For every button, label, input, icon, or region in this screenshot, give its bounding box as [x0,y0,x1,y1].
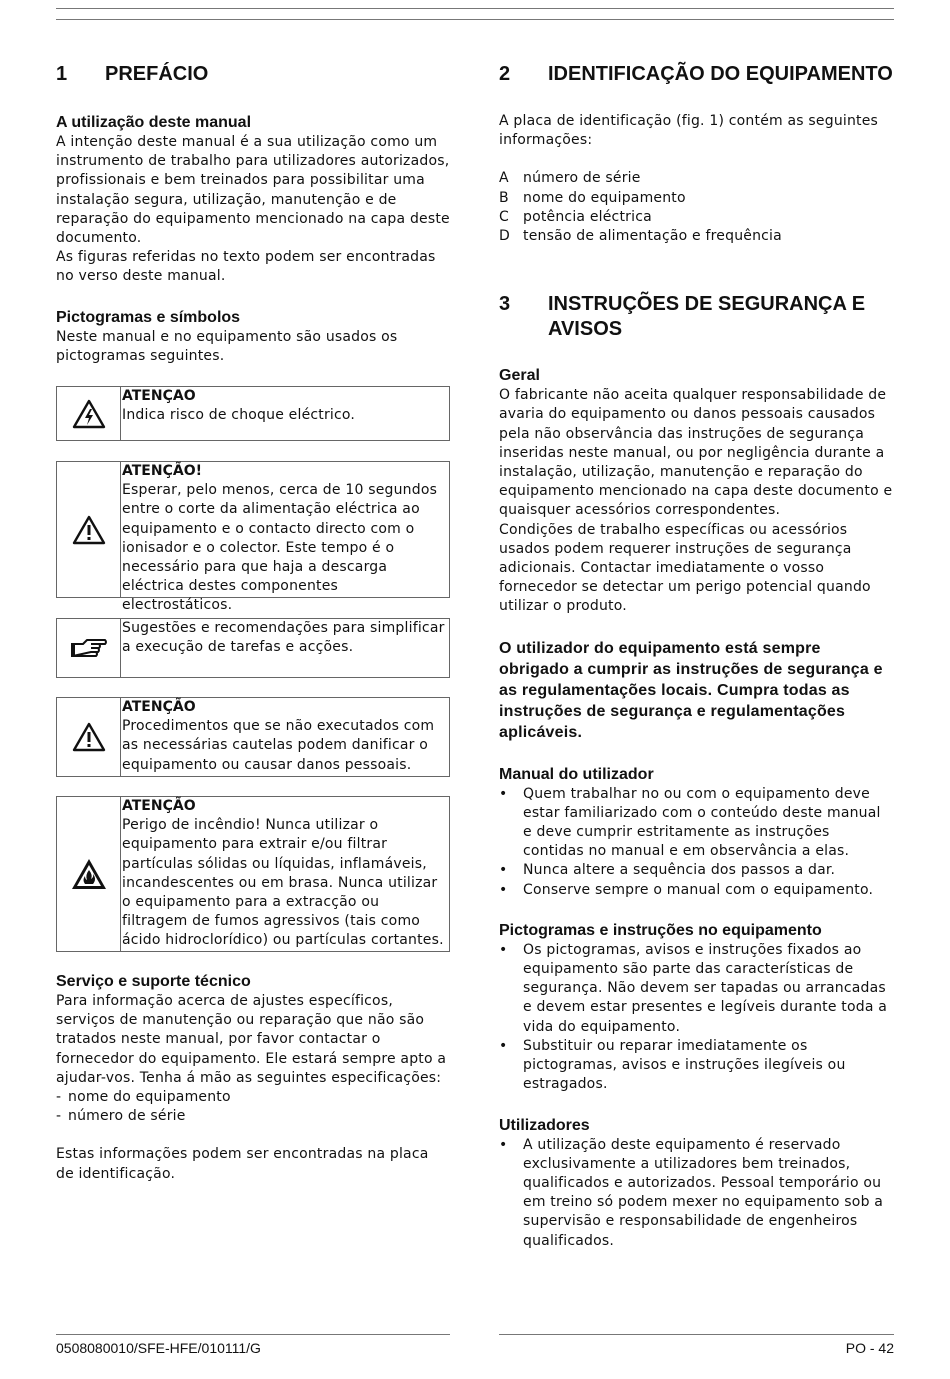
general-paragraph-1: O fabricante não aceita qualquer responsabilidade de avaria do equipamento ou danos pessoais causados pela não observância das instruções de segurança inseridas neste manual, ou por negligência durante a instalação, utilização, manutenção e reparação do equipamento mencionado na capa deste documento e quaisquer acessórios correspondentes. [499,387,893,519]
list-item: • Quem trabalhar no ou com o equipamento deve estar familiarizado com o conteúdo deste manual e deve cumprir estritamente as instruções contidas no manual e em observância a elas. [499,785,881,860]
list-item: • Os pictogramas, avisos e instruções fixados ao equipamento são parte das características de segurança. Não devem ser tapadas ou arrancadas e devem estar presentes e legíveis durante toda a vida do equipamento. [499,941,888,1035]
notice-heading: ATENÇÃO! [122,463,202,480]
user-manual-heading: Manual do utilizador [499,765,654,783]
notice-box-caution [56,697,450,777]
identification-paragraph: A placa de identificação (fig. 1) contém as seguintes informações: [499,113,879,149]
notice-box-discharge [56,461,450,614]
list-item: • A utilização deste equipamento é reservado exclusivamente a utilizadores bem treinados, qualificados e autorizados. Pessoal temporário ou em treino só podem mexer no equipamento sob a supervisão e responsabilidade de engenheiros qualificados. [499,1136,884,1249]
left-column [56,62,450,1184]
notice-text: Sugestões e recomendações para simplificar a execução de tarefas e acções. [122,620,445,656]
list-item: - nome do equipamento [56,1089,231,1106]
fire-hazard-icon [57,797,121,951]
section-2-title: 2 IDENTIFICAÇÃO DO EQUIPAMENTO [499,63,893,85]
pointing-hand-icon [57,619,121,677]
electric-shock-warning-icon [57,387,121,440]
use-paragraph-2: As figuras referidas no texto podem ser encontradas no verso deste manual. [56,249,436,285]
footer-rule-left [56,1334,450,1335]
identification-list [499,169,894,246]
list-item: B nome do equipamento [499,189,686,206]
notice-text: Perigo de incêndio! Nunca utilizar o equipamento para extrair e/ou filtrar partículas sólidas ou líquidas, inflamáveis, incandescentes ou em brasa. Nunca utilizar o equipamento para a extracção ou filtragem de fumos agressivos (tais como ácido hidroclorídico) ou partículas cortantes. [122,817,444,949]
service-spec-list [56,1088,450,1126]
list-item: • Substituir ou reparar imediatamente os pictogramas, avisos e instruções ilegíveis ou estragados. [499,1037,846,1093]
use-heading: A utilização deste manual [56,114,252,131]
right-column [499,62,894,1251]
notice-text: Procedimentos que se não executados com as necessárias cautelas podem danificar o equipamento ou causar danos pessoais. [122,718,435,773]
general-paragraph-2: Condições de trabalho específicas ou acessórios usados podem requerer instruções de segurança adicionais. Contactar imediatamente o vosso fornecedor se detectar um perigo potencial quando utilizar o produto. [499,521,871,615]
equipment-pictograms-heading: Pictogramas e instruções no equipamento [499,921,822,939]
notice-box-fire [56,796,450,952]
notice-heading: ATENÇÃO [122,699,196,716]
notice-heading: ATENÇAO [122,388,196,405]
section-3-title: 3 INSTRUÇÕES DE SEGURANÇA E AVISOS [499,293,866,341]
header-rule-top [56,8,894,9]
list-item: • Nunca altere a sequência dos passos a dar. [499,862,836,879]
pictograms-heading: Pictogramas e símbolos [56,308,241,326]
service-paragraph-2: Estas informações podem ser encontradas na placa de identificação. [56,1146,429,1182]
document-code: 0508080010/SFE-HFE/010111/G [56,1340,261,1356]
service-heading: Serviço e suporte técnico [56,973,251,991]
section-1-title: 1 PREFÁCIO [56,63,209,85]
footer-rule-right [499,1334,894,1335]
page-number: PO - 42 [845,1340,894,1356]
notice-heading: ATENÇÃO [122,798,196,815]
obligation-statement: O utilizador do equipamento está sempre obrigado a cumprir as instruções de segurança e as regulamentações locais. Cumpra todas as instruções de segurança e regulamentações aplicáveis. [499,639,883,741]
notice-box-electric [56,386,450,441]
user-manual-list [499,785,894,900]
notice-text: Esperar, pelo menos, cerca de 10 segundos entre o corte da alimentação eléctrica ao equipamento e o contacto directo com o ionisador e o colector. Este tempo é o necessário para que haja a descarga eléctrica destes componentes electrostáticos. [122,482,438,614]
notice-text: Indica risco de choque eléctrico. [122,407,356,424]
pictograms-paragraph: Neste manual e no equipamento são usados os pictogramas seguintes. [56,328,398,364]
general-heading: Geral [499,367,540,385]
list-item: D tensão de alimentação e frequência [499,228,782,245]
users-heading: Utilizadores [499,1116,590,1134]
warning-triangle-icon [57,462,121,597]
header-rule-bottom [56,19,894,20]
service-paragraph: Para informação acerca de ajustes específicos, serviços de manutenção ou reparação que não são tratados neste manual, por favor contactar o fornecedor do equipamento. Ele estará sempre apto a ajudar-vos. Tenha á mão as seguintes especificações: [56,993,447,1086]
users-list [499,1136,894,1251]
notice-box-tips [56,618,450,678]
list-item: C potência eléctrica [499,208,652,225]
list-item: - número de série [56,1108,186,1125]
list-item: A número de série [499,170,641,187]
equipment-pictograms-list [499,941,894,1095]
use-paragraph-1: A intenção deste manual é a sua utilização como um instrumento de trabalho para utilizadores autorizados, profissionais e bem treinados para possibilitar uma instalação segura, utilização, manutenção e de reparação do equipamento mencionado na capa deste documento. [56,134,450,247]
list-item: • Conserve sempre o manual com o equipamento. [499,881,874,898]
warning-triangle-icon [57,698,121,776]
